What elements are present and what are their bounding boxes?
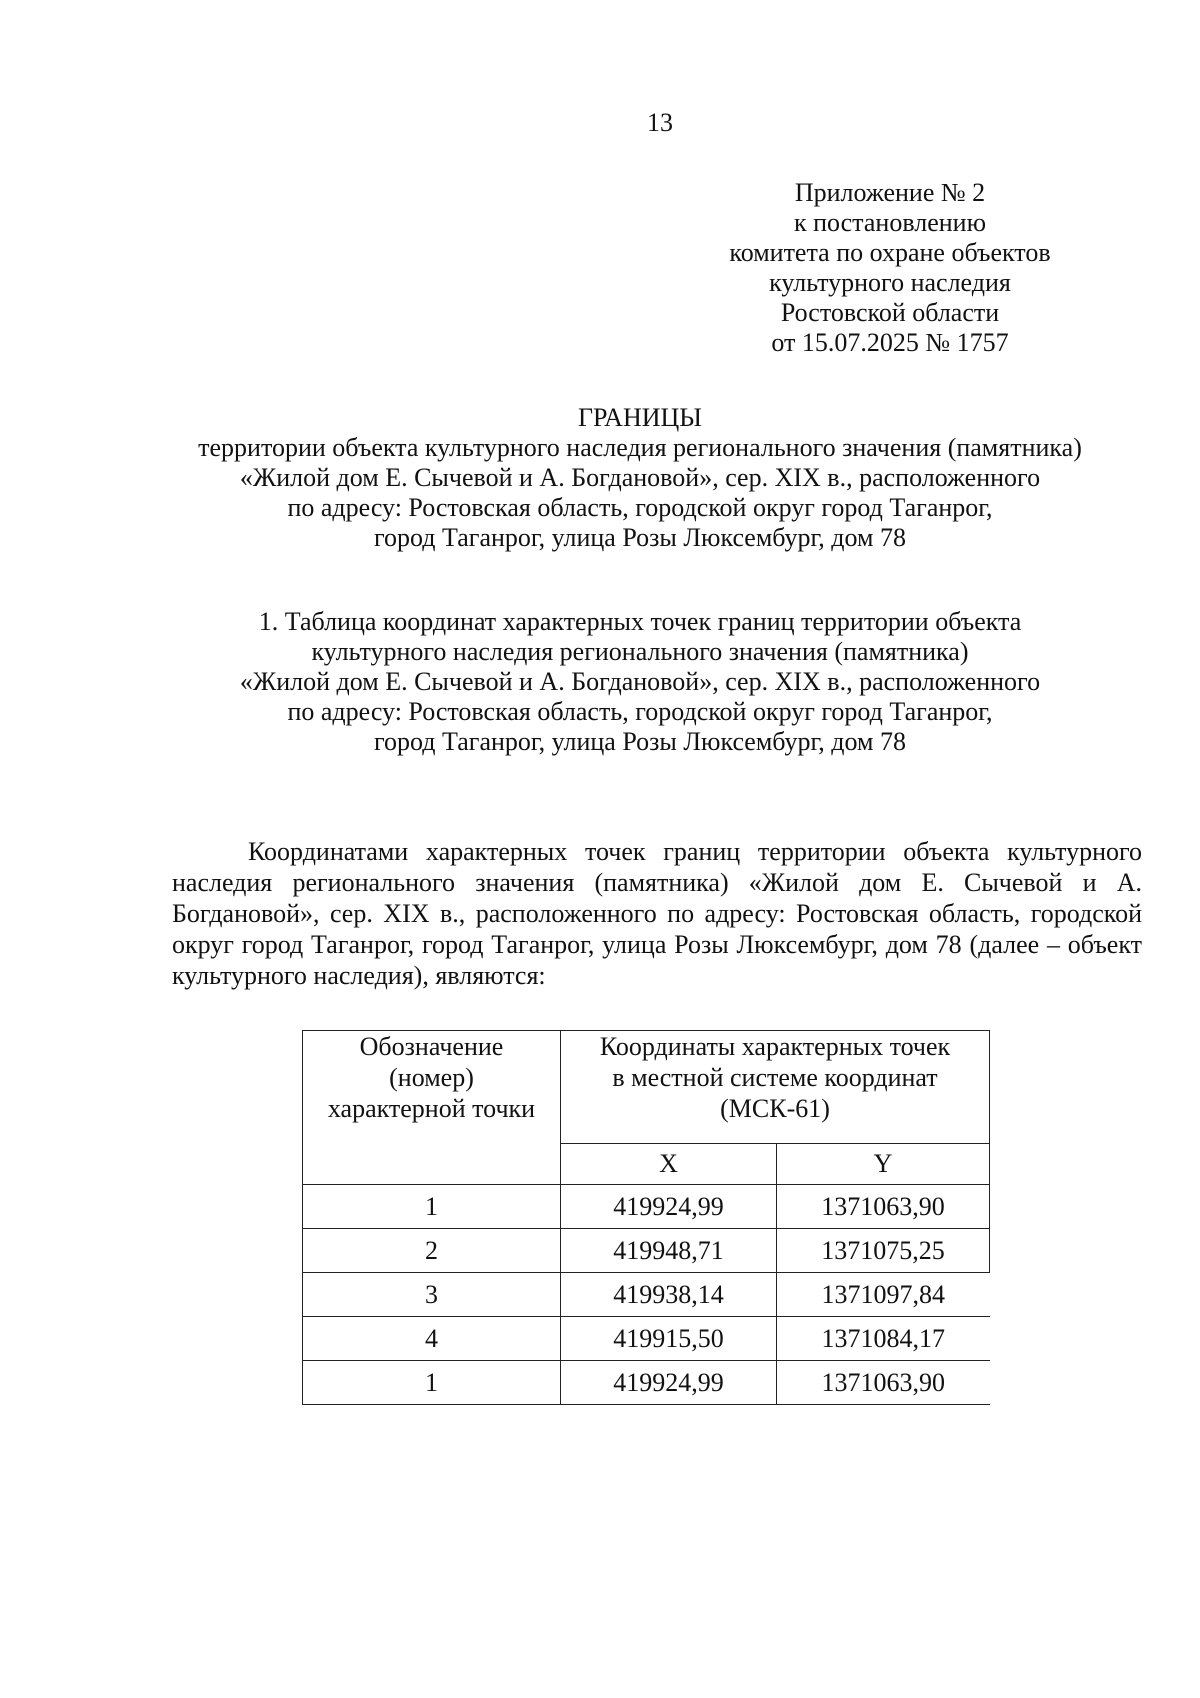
body-paragraph: Координатами характерных точек границ территории объекта культурного наследия регионального значения (памятника) «Жилой дом Е. Сычевой и А. Богдановой», сер. XIX в., расположенного по адресу: Ростовская область, городской округ город Таганрог, город Таганрог, улица Розы Люксембург, дом 78 (далее – объект культурного наследия), являются:	[172, 837, 1142, 990]
appendix-line: от 15.07.2025 № 1757	[771, 328, 1009, 357]
x-cell: 419924,99	[561, 1185, 777, 1229]
table-header-row	[303, 1031, 990, 1144]
x-cell: 419938,14	[561, 1273, 777, 1317]
title-line: по адресу: Ростовская область, городской округ город Таганрог,	[287, 493, 993, 522]
section-heading	[160, 607, 1120, 757]
page-number: 13	[647, 108, 673, 137]
header-coordinates-line: Координаты характерных точек	[599, 1032, 951, 1061]
header-designation-line: Обозначение	[359, 1032, 504, 1061]
y-cell: 1371097,84	[777, 1273, 990, 1317]
header-designation-line: характерной точки	[327, 1094, 536, 1123]
table-row	[303, 1185, 990, 1229]
y-cell: 1371075,25	[777, 1229, 990, 1273]
section-line: по адресу: Ростовская область, городской округ город Таганрог,	[287, 697, 993, 726]
table-row	[303, 1273, 990, 1317]
header-y: Y	[777, 1144, 990, 1185]
appendix-line: Ростовской области	[780, 298, 1000, 327]
x-cell: 419915,50	[561, 1317, 777, 1361]
section-line: 1. Таблица координат характерных точек границ территории объекта	[258, 607, 1022, 636]
header-designation-line: (номер)	[389, 1063, 474, 1092]
table-row	[303, 1361, 990, 1405]
title-line: «Жилой дом Е. Сычевой и А. Богдановой», сер. XIX в., расположенного	[239, 463, 1041, 492]
section-line: культурного наследия регионального значения (памятника)	[311, 637, 969, 666]
y-cell: 1371063,90	[777, 1185, 990, 1229]
table-row	[303, 1229, 990, 1273]
header-designation	[303, 1031, 561, 1185]
coordinates-table	[302, 1030, 990, 1405]
appendix-line: комитета по охране объектов	[729, 238, 1051, 267]
point-cell: 2	[303, 1229, 561, 1273]
header-coordinates-line: (МСК-61)	[720, 1094, 830, 1123]
point-cell: 4	[303, 1317, 561, 1361]
y-cell: 1371084,17	[777, 1317, 990, 1361]
section-line: город Таганрог, улица Розы Люксембург, дом 78	[374, 727, 906, 756]
section-line: «Жилой дом Е. Сычевой и А. Богдановой», сер. XIX в., расположенного	[239, 667, 1041, 696]
point-cell: 3	[303, 1273, 561, 1317]
appendix-line: культурного наследия	[769, 268, 1011, 297]
appendix-block	[720, 178, 1060, 358]
point-cell: 1	[303, 1185, 561, 1229]
point-cell: 1	[303, 1361, 561, 1405]
appendix-line: к постановлению	[793, 208, 987, 237]
header-x: X	[561, 1144, 777, 1185]
document-title	[160, 403, 1120, 553]
appendix-line: Приложение № 2	[794, 178, 986, 207]
y-cell: 1371063,90	[777, 1361, 990, 1405]
title-heading: ГРАНИЦЫ	[578, 403, 702, 432]
table-row	[303, 1317, 990, 1361]
header-coordinates	[561, 1031, 990, 1144]
x-cell: 419924,99	[561, 1361, 777, 1405]
title-line: территории объекта культурного наследия регионального значения (памятника)	[198, 433, 1082, 462]
title-line: город Таганрог, улица Розы Люксембург, дом 78	[374, 523, 906, 552]
header-coordinates-line: в местной системе координат	[612, 1063, 938, 1092]
x-cell: 419948,71	[561, 1229, 777, 1273]
